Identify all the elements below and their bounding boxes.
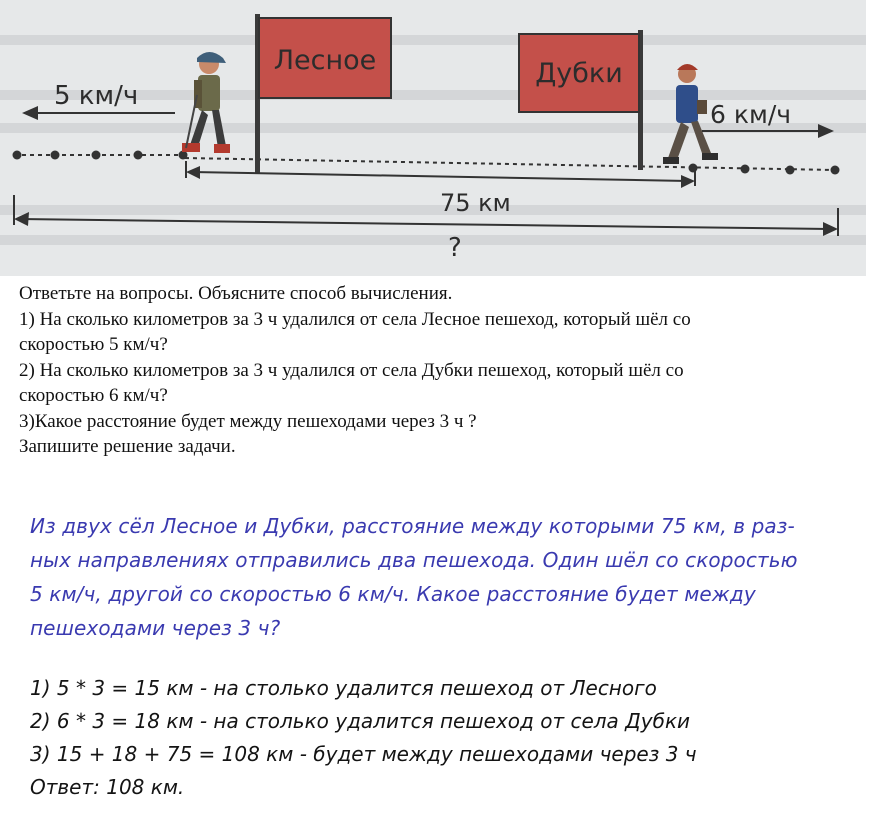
left-walker-icon: [182, 52, 230, 153]
solution-step-2: 2) 6 * 3 = 18 км - на столько удалится пешеход от села Дубки: [30, 709, 691, 733]
right-speed-label: 6 км/ч: [710, 100, 792, 129]
distance-diagram: [0, 0, 866, 276]
problem-line: ных направлениях отправились два пешехода. Один шёл со скоростью: [30, 548, 798, 572]
sign-label-dubki: Дубки: [535, 58, 623, 89]
distance-label: 75 км: [440, 189, 511, 217]
textbook-figure: [0, 0, 866, 276]
sign-lesnoe: [255, 14, 391, 174]
solution-answer: Ответ: 108 км.: [30, 775, 185, 799]
question-1-line-1: 1) На сколько километров за 3 ч удалился от села Лесное пешеход, который шёл со: [19, 308, 691, 330]
solution-block: [30, 672, 870, 804]
question-2-line-1: 2) На сколько километров за 3 ч удалился от села Дубки пешеход, который шёл со: [19, 359, 684, 381]
instructions: Запишите решение задачи.: [19, 436, 236, 457]
unknown-label: ?: [448, 233, 462, 263]
solution-step-1: 1) 5 * 3 = 15 км - на столько удалится пешеход от Лесного: [30, 676, 657, 700]
left-speed-arrow: [22, 81, 175, 120]
question-2-line-2: скоростью 6 км/ч?: [19, 385, 168, 406]
left-speed-label: 5 км/ч: [54, 81, 139, 111]
question-3: 3)Какое расстояние будет между пешеходами через 3 ч ?: [19, 410, 477, 432]
question-1-line-2: скоростью 5 км/ч?: [19, 334, 168, 355]
problem-line: 5 км/ч, другой со скоростью 6 км/ч. Какое расстояние будет между: [30, 582, 756, 606]
problem-statement: [30, 509, 870, 645]
solution-step-3: 3) 15 + 18 + 75 = 108 км - будет между пешеходами через 3 ч: [30, 742, 697, 766]
sign-label-lesnoe: Лесное: [273, 45, 377, 76]
problem-line: Из двух сёл Лесное и Дубки, расстояние между которыми 75 км, в раз-: [30, 514, 795, 538]
questions-block: [19, 281, 859, 460]
problem-line: пешеходами через 3 ч?: [30, 616, 281, 640]
background-text-texture: [0, 40, 866, 240]
sign-dubki: [519, 30, 643, 170]
questions-intro: Ответьте на вопросы. Объясните способ вычисления.: [19, 283, 453, 304]
